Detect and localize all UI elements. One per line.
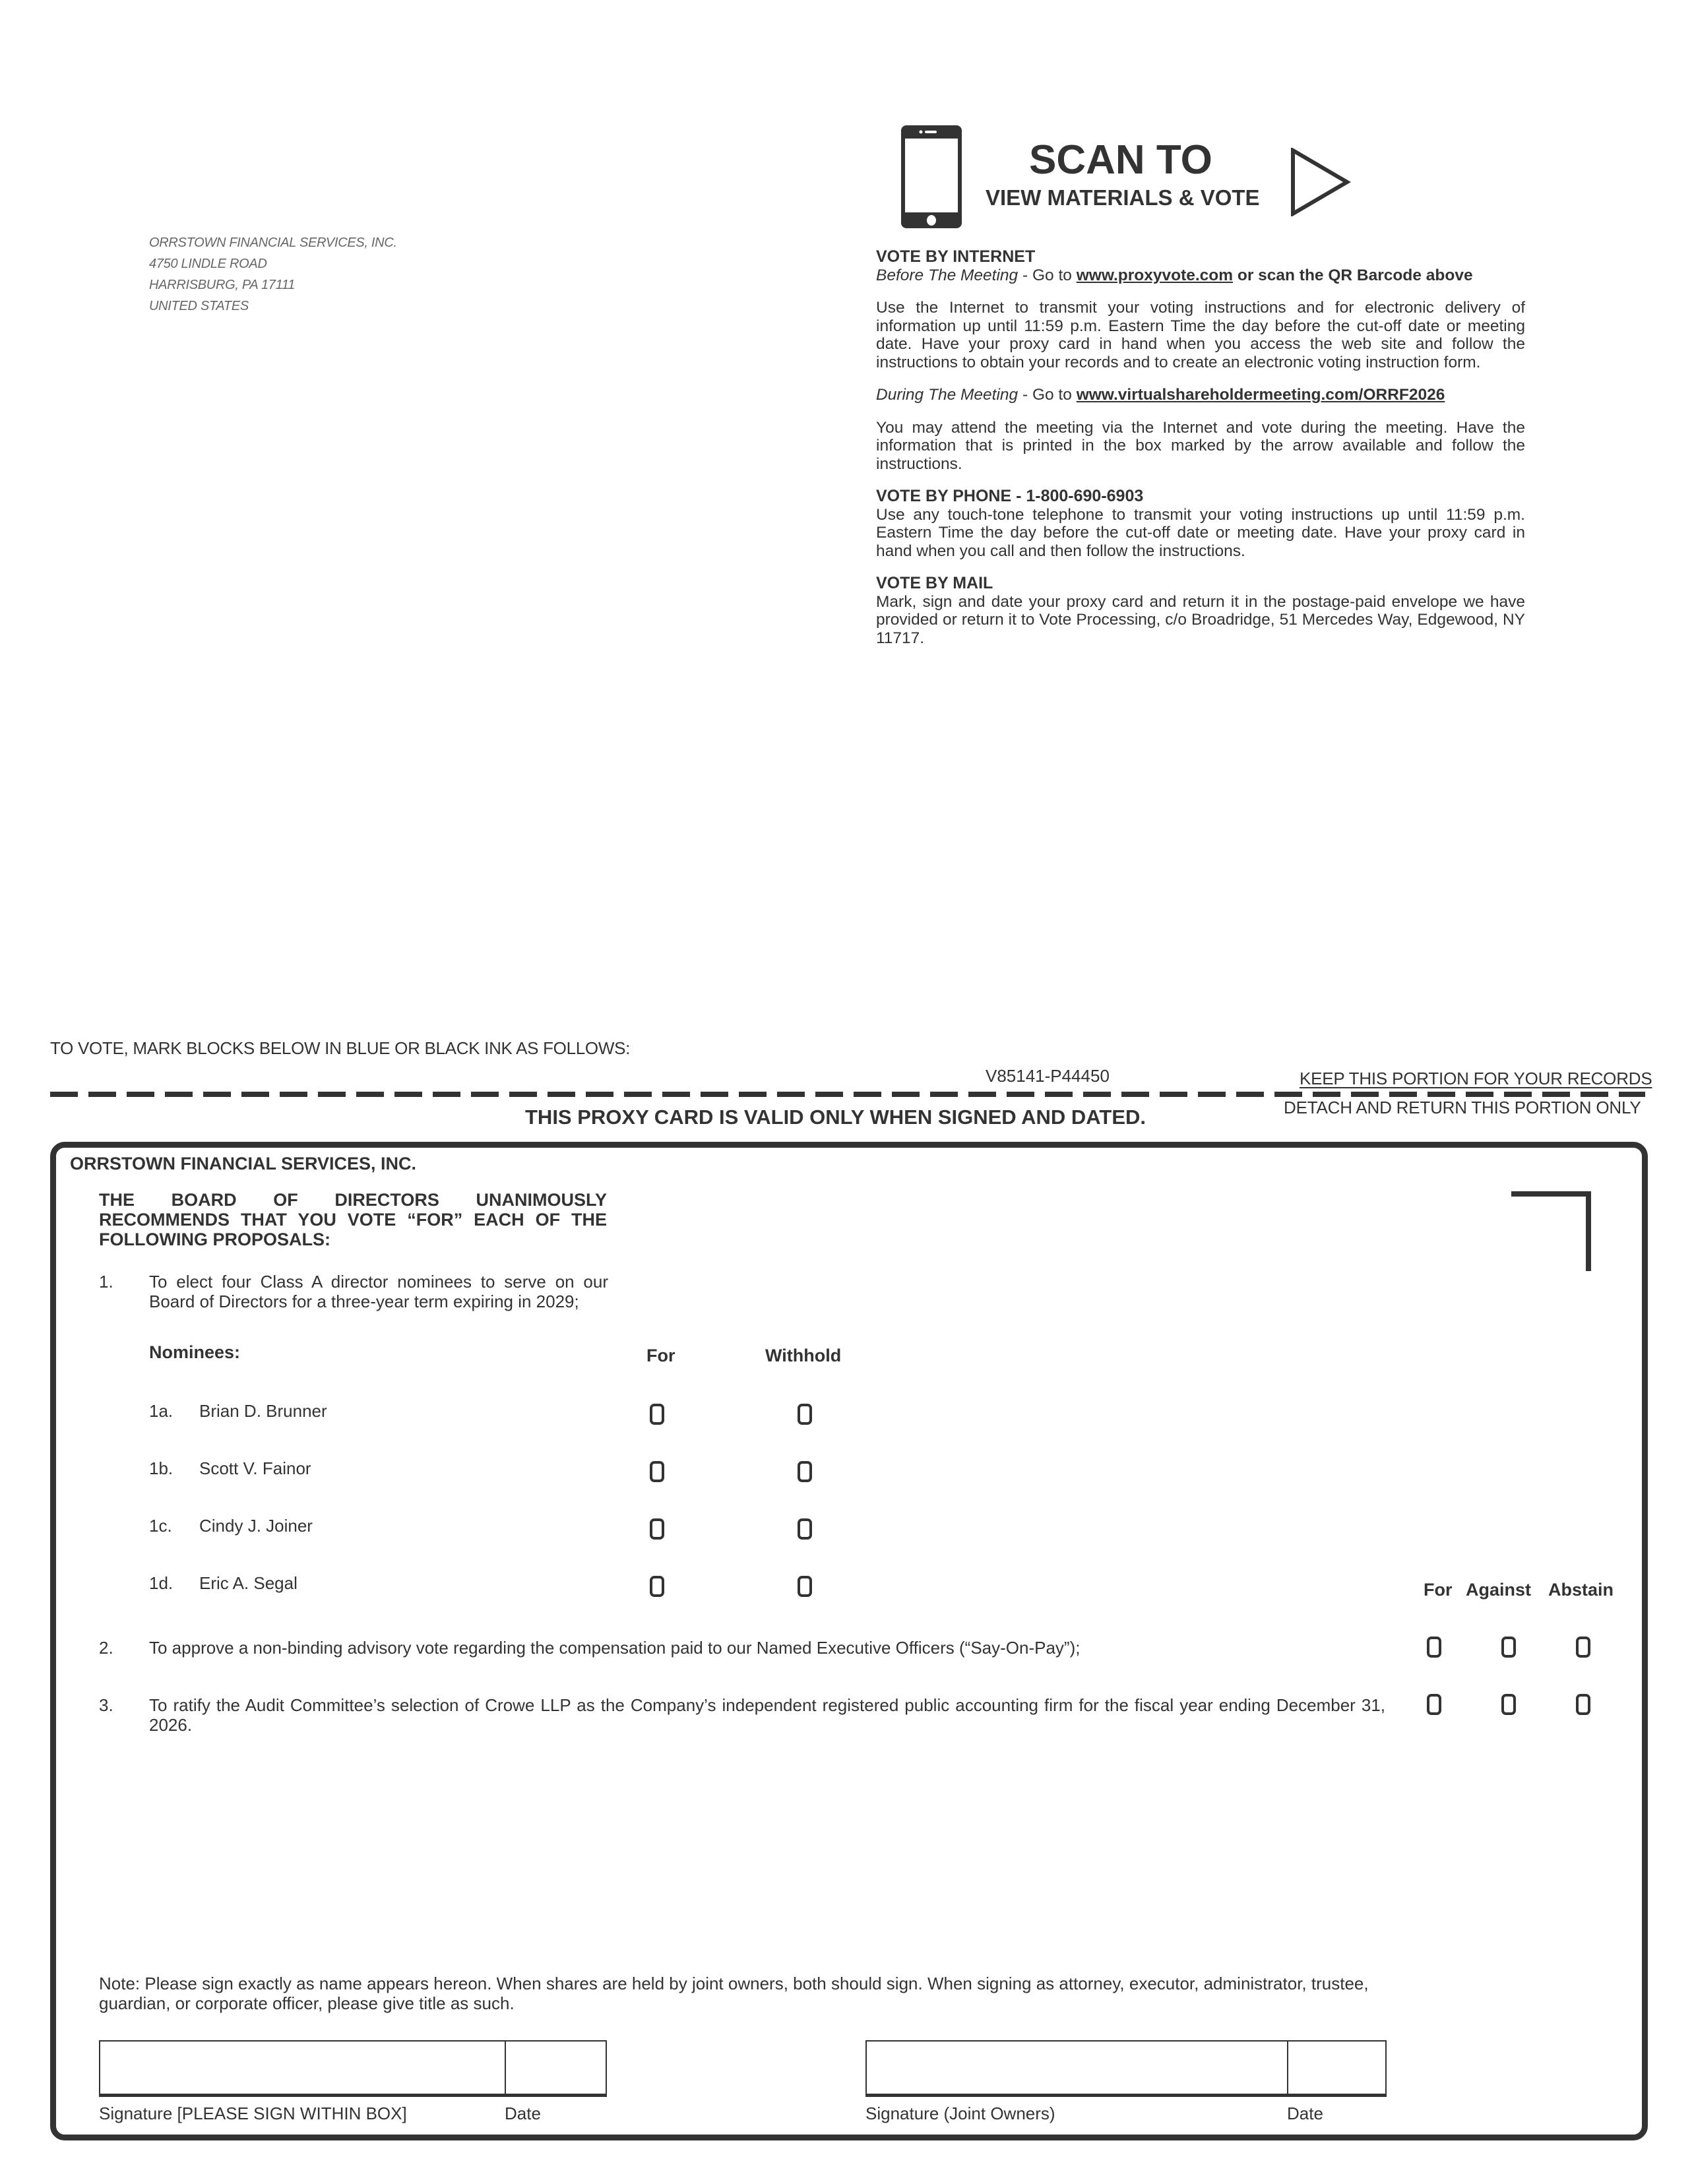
validity-notice: THIS PROXY CARD IS VALID ONLY WHEN SIGNED AND DATED. [525, 1106, 1146, 1129]
nominee-1d-withhold-checkbox[interactable] [798, 1576, 812, 1597]
proposal-3-text: To ratify the Audit Committee’s selection of Crowe LLP as the Company’s independent registered public accounting firm for the fiscal year ending December 31, 2026. [149, 1695, 1385, 1735]
virtual-meeting-link[interactable]: www.virtualshareholdermeeting.com/ORRF2026 [1076, 386, 1445, 404]
ballot-company-name: ORRSTOWN FINANCIAL SERVICES, INC. [70, 1154, 417, 1173]
signing-note: Note: Please sign exactly as name appears hereon. When shares are held by joint owners, both should sign. When signing as attorney, executor, administrator, trustee, guardian, or corporate officer, please give title as such. [99, 1974, 1369, 2013]
smartphone-icon [900, 124, 963, 230]
joint-date-divider [1287, 2040, 1288, 2097]
board-recommendation: THE BOARD OF DIRECTORS UNANIMOUSLY RECOMMENDS THAT YOU VOTE “FOR” EACH OF THE FOLLOWING PROPOSALS: [99, 1190, 607, 1249]
vote-internet-heading: VOTE BY INTERNET [876, 247, 1036, 266]
nominee-id: 1b. [149, 1458, 173, 1478]
nominee-name: Brian D. Brunner [199, 1401, 327, 1421]
before-meeting-label: Before The Meeting [876, 266, 1019, 284]
address-line: UNITED STATES [149, 299, 249, 313]
during-goto: - Go to [1018, 386, 1077, 404]
nominees-heading: Nominees: [149, 1342, 241, 1362]
scan-title: SCAN TO [1029, 137, 1212, 183]
nominee-1c-withhold-checkbox[interactable] [798, 1518, 812, 1540]
nominee-id: 1d. [149, 1573, 173, 1593]
vote-mail-body: Mark, sign and date your proxy card and return it in the postage-paid envelope we have provided or return it to Vote Processing, c/o Broadridge, 51 Mercedes Way, Edgewood, NY 11717. [876, 592, 1525, 647]
detach-perforation-line [50, 1092, 1645, 1097]
nominee-withhold-column-header: Withhold [765, 1346, 842, 1365]
proposal-3-abstain-checkbox[interactable] [1576, 1694, 1590, 1715]
during-meeting-body: You may attend the meeting via the Internet and vote during the meeting. Have the information that is printed in the box marked by the arrow available and follow the instructions. [876, 418, 1525, 473]
joint-signature-label: Signature (Joint Owners) [865, 2104, 1055, 2123]
detach-return-label: DETACH AND RETURN THIS PORTION ONLY [1284, 1098, 1641, 1117]
nominee-1d-for-checkbox[interactable] [650, 1576, 664, 1597]
nominee-id: 1c. [149, 1516, 172, 1536]
play-triangle-icon [1290, 148, 1351, 216]
nominee-1a-withhold-checkbox[interactable] [798, 1404, 812, 1425]
corner-mark-icon [1511, 1191, 1591, 1271]
address-line: 4750 LINDLE ROAD [149, 257, 267, 271]
proxyvote-link[interactable]: www.proxyvote.com [1076, 266, 1234, 284]
voting-instructions [876, 248, 1525, 647]
vote-mail-heading: VOTE BY MAIL [876, 574, 993, 592]
proposal-abstain-column-header: Abstain [1548, 1580, 1614, 1600]
nominee-for-column-header: For [646, 1346, 675, 1365]
proposal-2-abstain-checkbox[interactable] [1576, 1637, 1590, 1658]
primary-date-label: Date [505, 2104, 541, 2123]
proposal-2-number: 2. [99, 1638, 113, 1658]
address-line: ORRSTOWN FINANCIAL SERVICES, INC. [149, 235, 397, 250]
address-line: HARRISBURG, PA 17111 [149, 278, 296, 292]
before-goto: - Go to [1018, 266, 1077, 284]
keep-portion-label: KEEP THIS PORTION FOR YOUR RECORDS [1300, 1069, 1652, 1088]
vote-phone-body: Use any touch-tone telephone to transmit your voting instructions up until 11:59 p.m. Eastern Time the day before the cut-off date or meeting date. Have your proxy card in hand when you call and then follow the instructions. [876, 505, 1525, 560]
nominee-1b-for-checkbox[interactable] [650, 1461, 664, 1482]
proposal-1-number: 1. [99, 1272, 113, 1292]
control-code: V85141-P44450 [986, 1066, 1110, 1086]
qr-note: or scan the QR Barcode above [1233, 266, 1473, 284]
proposal-1-text: To elect four Class A director nominees to serve on our Board of Directors for a three-year term expiring in 2029; [149, 1272, 608, 1311]
during-meeting-line [876, 386, 1525, 404]
scan-subtitle: VIEW MATERIALS & VOTE [986, 185, 1260, 210]
nominee-name: Eric A. Segal [199, 1573, 298, 1593]
before-meeting-body: Use the Internet to transmit your voting instructions and for electronic delivery of information up until 11:59 p.m. Eastern Time the day before the cut-off date or meeting date. Have your proxy card in hand when you access the web site and follow the instructions to obtain your records and to create an electronic voting instruction form. [876, 299, 1525, 371]
nominee-1c-for-checkbox[interactable] [650, 1518, 664, 1540]
during-meeting-label: During The Meeting [876, 386, 1019, 404]
vote-phone-heading: VOTE BY PHONE - 1-800-690-6903 [876, 487, 1144, 505]
nominee-row [149, 1516, 313, 1536]
nominee-name: Cindy J. Joiner [199, 1516, 313, 1536]
return-address [149, 232, 397, 317]
nominee-row [149, 1573, 298, 1594]
proposal-for-column-header: For [1424, 1580, 1453, 1600]
proposal-3-number: 3. [99, 1695, 113, 1715]
joint-date-label: Date [1287, 2104, 1323, 2123]
proposal-2-against-checkbox[interactable] [1501, 1637, 1516, 1658]
primary-date-divider [505, 2040, 506, 2097]
proposal-2-for-checkbox[interactable] [1427, 1637, 1441, 1658]
proposal-3-for-checkbox[interactable] [1427, 1694, 1441, 1715]
nominee-name: Scott V. Fainor [199, 1458, 311, 1478]
joint-signature-box[interactable] [865, 2040, 1387, 2097]
proposal-3-against-checkbox[interactable] [1501, 1694, 1516, 1715]
nominee-id: 1a. [149, 1401, 173, 1421]
nominee-row [149, 1401, 327, 1421]
nominee-1b-withhold-checkbox[interactable] [798, 1461, 812, 1482]
primary-signature-label: Signature [PLEASE SIGN WITHIN BOX] [99, 2104, 407, 2123]
proposal-2-text: To approve a non-binding advisory vote regarding the compensation paid to our Named Executive Officers (“Say-On-Pay”); [149, 1638, 1081, 1658]
mark-instruction: TO VOTE, MARK BLOCKS BELOW IN BLUE OR BLACK INK AS FOLLOWS: [50, 1038, 631, 1058]
proposal-against-column-header: Against [1466, 1580, 1532, 1600]
primary-signature-box[interactable] [99, 2040, 607, 2097]
before-meeting-line [876, 266, 1525, 285]
nominee-1a-for-checkbox[interactable] [650, 1404, 664, 1425]
nominee-row [149, 1458, 311, 1479]
